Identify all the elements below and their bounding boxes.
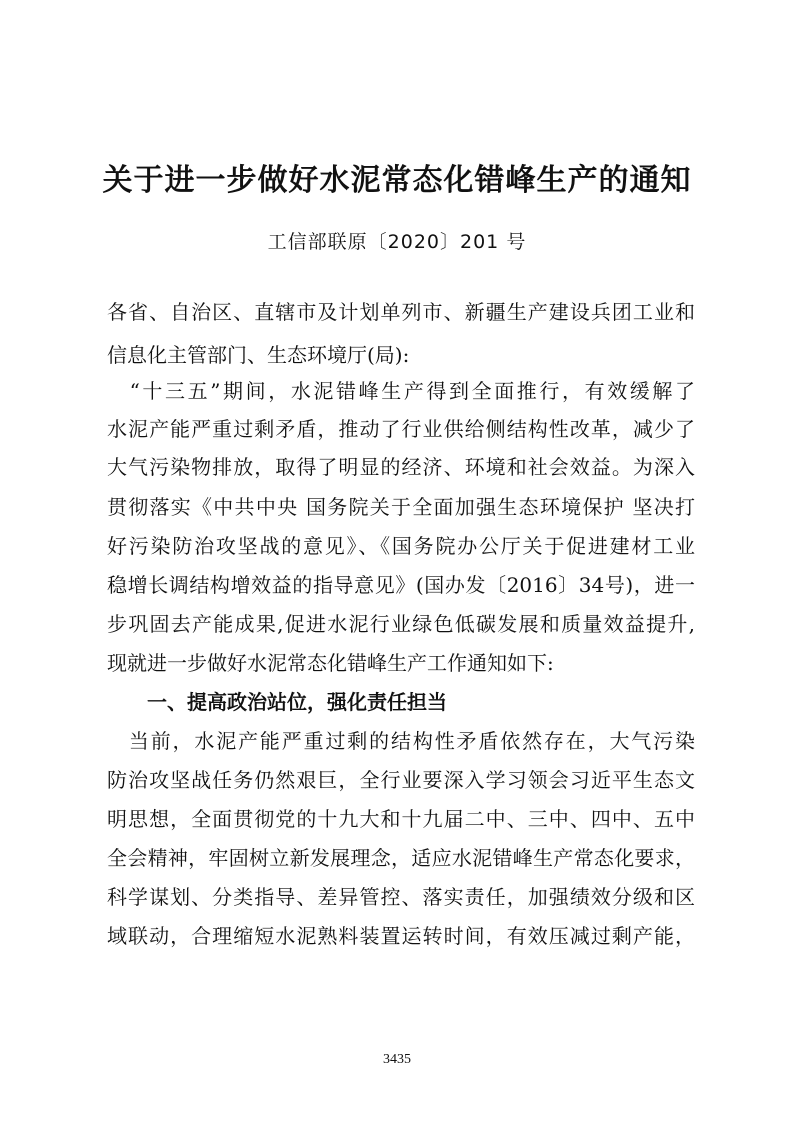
paragraph-line: 明思想，全面贯彻党的十九大和十九届二中、三中、四中、五中 — [107, 807, 695, 831]
document-number: 工信部联原〔2020〕201 号 — [267, 231, 527, 253]
section-heading: 一、提高政治站位，强化责任担当 — [147, 690, 447, 714]
paragraph-line: 防治攻坚战任务仍然艰巨，全行业要深入学习领会习近平生态文 — [107, 768, 695, 792]
paragraph-line: 步巩固去产能成果,促进水泥行业绿色低碳发展和质量效益提升, — [107, 612, 695, 636]
paragraph-line: 大气污染物排放，取得了明显的经济、环境和社会效益。为深入 — [107, 455, 695, 479]
paragraph-line: 域联动，合理缩短水泥熟料装置运转时间，有效压减过剩产能， — [107, 924, 695, 948]
paragraph-line: 现就进一步做好水泥常态化错峰生产工作通知如下: — [107, 651, 554, 675]
addressee-line: 各省、自治区、直辖市及计划单列市、新疆生产建设兵团工业和 — [107, 300, 695, 324]
paragraph-line: 科学谋划、分类指导、差异管控、落实责任，加强绩效分级和区 — [107, 885, 695, 909]
paragraph-line: 水泥产能严重过剩矛盾，推动了行业供给侧结构性改革，减少了 — [107, 417, 695, 441]
paragraph-line: 贯彻落实《中共中央 国务院关于全面加强生态环境保护 坚决打 — [107, 495, 695, 519]
page-number: 3435 — [383, 1052, 411, 1067]
paragraph-line: “十三五”期间，水泥错峰生产得到全面推行，有效缓解了 — [107, 379, 695, 403]
paragraph-line: 好污染防治攻坚战的意见》、《国务院办公厅关于促进建材工业 — [107, 534, 695, 558]
paragraph-line: 稳增长调结构增效益的指导意见》(国办发〔2016〕34号)，进一 — [107, 573, 695, 597]
addressee-line: 信息化主管部门、生态环境厅(局): — [107, 343, 410, 367]
document-title: 关于进一步做好水泥常态化错峰生产的通知 — [102, 163, 692, 198]
paragraph-line: 全会精神，牢固树立新发展理念，适应水泥错峰生产常态化要求， — [107, 846, 695, 870]
paragraph-line: 当前，水泥产能严重过剩的结构性矛盾依然存在，大气污染 — [107, 729, 695, 753]
